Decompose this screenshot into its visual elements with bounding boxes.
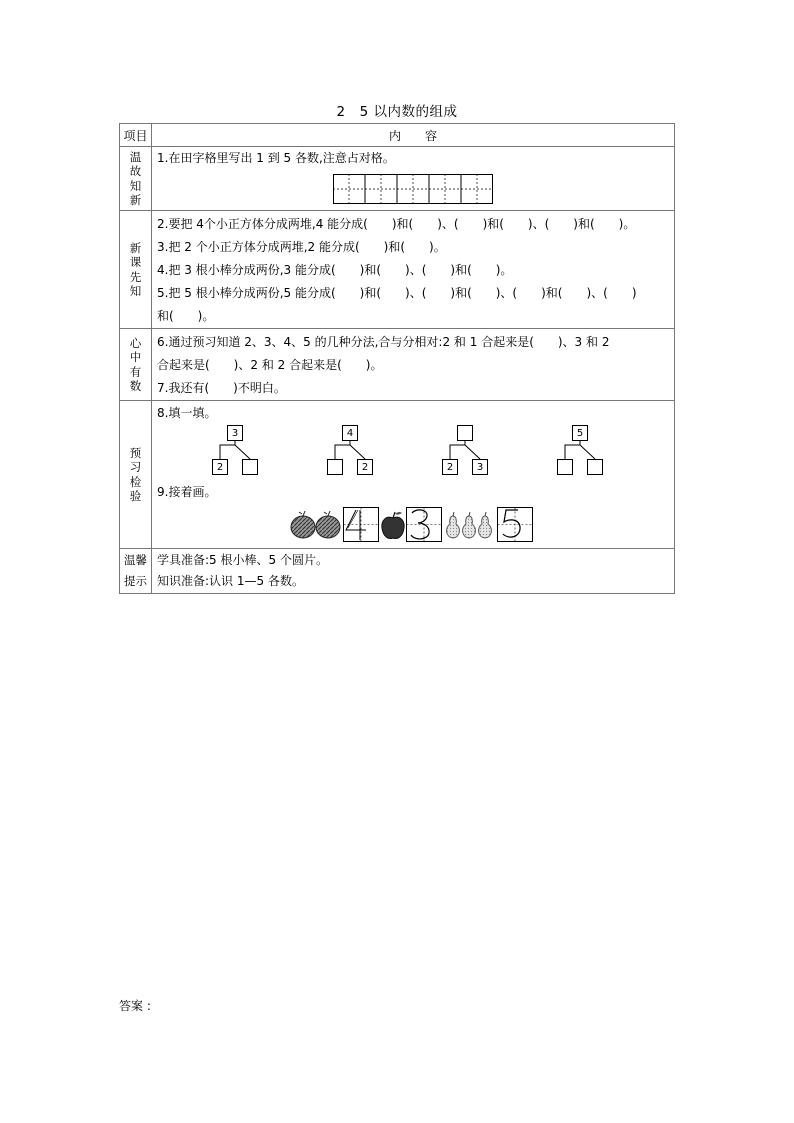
review-row [120, 147, 675, 211]
question-4: 4.把 3 根小棒分成两份,3 能分成( )和( )、( )和( )。 [157, 263, 513, 277]
heart-label: 心中有数 [129, 335, 142, 393]
question-9: 9.接着画。 [157, 485, 217, 499]
header-item: 项目 [120, 124, 152, 147]
question-5: 5.把 5 根小棒分成两份,5 能分成( )和( )、( )和( )、( )和( )、( ) [157, 286, 637, 300]
tree-left-box[interactable]: 2 [442, 459, 458, 475]
tree-top-box[interactable] [457, 425, 473, 441]
drawing-sequence [152, 504, 674, 545]
preview-table [119, 123, 675, 594]
watermelon-icon [291, 511, 315, 538]
tree-left-box[interactable] [557, 459, 573, 475]
question-8: 8.填一填。 [157, 406, 217, 420]
question-1: 1.在田字格里写出 1 到 5 各数,注意占对格。 [157, 151, 395, 165]
page-title: 2 5 以内数的组成 [336, 104, 458, 120]
number-trees [152, 425, 674, 481]
header-content: 内 容 [152, 124, 675, 147]
number-tree [207, 425, 263, 477]
knowledge-prep: 知识准备:认识 1—5 各数。 [157, 574, 304, 588]
tree-top-box[interactable]: 3 [227, 425, 243, 441]
question-3: 3.把 2 个小正方体分成两堆,2 能分成( )和( )。 [157, 240, 446, 254]
tips-label-1: 温馨 [124, 553, 147, 567]
header-row [120, 124, 675, 147]
new-label: 新课先知 [129, 240, 142, 298]
tree-right-box[interactable] [587, 459, 603, 475]
tree-right-box[interactable]: 2 [357, 459, 373, 475]
tree-top-box[interactable]: 4 [342, 425, 358, 441]
tips-label-2: 提示 [124, 574, 147, 588]
digit-3-tianzige [407, 508, 442, 542]
new-row [120, 211, 675, 329]
question-2: 2.要把 4个小正方体分成两堆,4 能分成( )和( )、( )和( )、( )和( )。 [157, 217, 636, 231]
pear-icon [447, 512, 460, 538]
tianzige-grid [333, 174, 493, 204]
question-7: 7.我还有( )不明白。 [157, 381, 286, 395]
tree-right-box[interactable]: 3 [472, 459, 488, 475]
number-tree [437, 425, 493, 477]
review-label: 温故知新 [129, 149, 142, 207]
tree-left-box[interactable]: 2 [212, 459, 228, 475]
number-tree [322, 425, 378, 477]
check-row [120, 401, 675, 549]
tips-row [120, 549, 675, 594]
question-6: 6.通过预习知道 2、3、4、5 的几种分法,合与分相对:2 和 1 合起来是( )、3 和 2 [157, 335, 610, 349]
tree-top-box[interactable]: 5 [572, 425, 588, 441]
number-tree [552, 425, 608, 477]
question-6-cont: 合起来是( )、2 和 2 合起来是( )。 [157, 358, 383, 372]
pear-icon [479, 512, 492, 538]
digit-4-tianzige [344, 508, 379, 542]
heart-row [120, 329, 675, 401]
tree-right-box[interactable] [242, 459, 258, 475]
question-5-cont: 和( )。 [157, 309, 215, 323]
watermelon-icon [316, 511, 340, 538]
pear-icon [463, 512, 476, 538]
tools-prep: 学具准备:5 根小棒、5 个圆片。 [157, 553, 328, 567]
answer-label: 答案 : [119, 999, 151, 1013]
digit-5-tianzige [498, 508, 533, 542]
tree-left-box[interactable] [327, 459, 343, 475]
apple-icon [382, 512, 404, 539]
check-label: 预习检验 [129, 445, 142, 503]
